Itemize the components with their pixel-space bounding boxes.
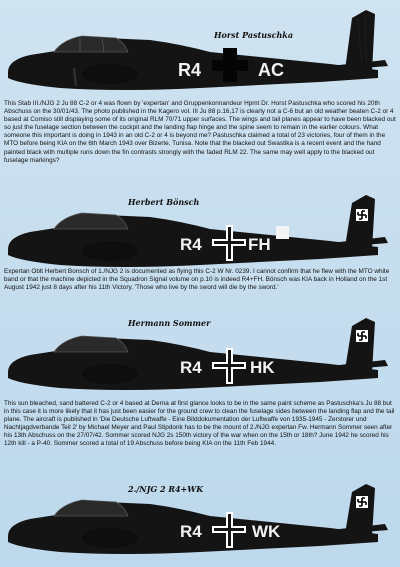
aircraft-3-section <box>0 312 400 402</box>
aircraft-4-code-right: WK <box>252 522 281 541</box>
aircraft-4-section <box>0 478 400 567</box>
aircraft-1-codes <box>0 0 400 100</box>
aircraft-4-code-left: R4 <box>180 522 202 541</box>
aircraft-3-code-left: R4 <box>180 358 202 377</box>
aircraft-3-pilot-label: Hermann Sommer <box>128 318 211 328</box>
aircraft-1-description: This Stab III./NJG 2 Ju 88 C-2 or 4 was flown by 'expertan' and Gruppenkonnandeur Hpmt Dr. Horst Pastuschka who scored his 20th Abschuss on the 30/01/43. The photo published in the Kagero vol. III Ju 88 p.16,17 is clearly not a C-6 but an old weather beaten C-2 or 4 based at Comiso still displaying some of its original RLM 70/71 upper surfaces. The wings and tail planes appear to have been blacked out so just the fuselage section between the cockpit and the landing flap hinge and the spine seem to remain in the earlier colours. What someone this important is doing in 1943 in an old C-2 or 4 is beyond me? Pastuschka claimed a total of 23 victories, four of them in the MTO before being KIA on the 6th March 1943 over Bizerte, Tunisa. Note that the blacked out Swastika is a recent event and the hand painted black with multiple runs down the fin contrasts strongly with the faded RLM 22. The same may well apply to the blacked out fuselage markings? <box>4 100 396 164</box>
aircraft-2-pilot-label: Herbert Bönsch <box>128 197 200 207</box>
aircraft-2-section <box>0 185 400 280</box>
aircraft-2-codes <box>0 185 400 280</box>
aircraft-3-codes <box>0 312 400 402</box>
aircraft-2-code-left: R4 <box>180 235 202 254</box>
aircraft-1-section <box>0 0 400 100</box>
aircraft-2-description: Expertan Oblt Herbert Bonsch of 1./NJG 2 is documented as flying this C-2 W Nr. 0239. I cannot confirm that he flew with the MTO white band or that the machine depicted in the Squadron Signal volume on p.10 is indeed R4+FH. Bönsch was KIA back in Holland on the 1st August 1942 just 8 days after his 11th Victory. 'Those who live by the sword will die by the sword.' <box>4 268 390 292</box>
aircraft-4-codes <box>0 478 400 567</box>
aircraft-3-code-right: HK <box>250 358 275 377</box>
aircraft-2-code-right: FH <box>248 235 271 254</box>
aircraft-1-code-right: AC <box>258 60 284 80</box>
aircraft-4-pilot-label: 2./NJG 2 R4+WK <box>128 484 204 494</box>
aircraft-1-pilot-label: Horst Pastuschka <box>214 30 294 40</box>
aircraft-3-description: This sun bleached, sand battered C-2 or 4 based at Derna at first glance looks to be in the same paint scheme as Pastuschka's Ju 88 but in this case it is more likely that it has just been easier for the ground crew to clean the fuselage sides between the landing flap and the tail plane. The aircraft is published in 'Die Deutsche Luftwaffe - Eine Bilddokumentation der Luftwaffe von 1935-1945 - Zerstorer und Nachtjagdverbande Teil 2' by Michael Meyer and Paul Stipdonk has to be the mount of 2./NJG expertan Fw. Hermann Sommer seen after his 13th Abschuss on the 27/07/42. Sommer scored NJG 2s 150th victory of the war when on the 15th or 18th? June 1942 he scored his 12th kill - a P-40. Sommer scored a total of 19 Abschuss before being KIA on the 11th Feb 1944. <box>4 400 395 448</box>
aircraft-1-code-left: R4 <box>178 60 202 80</box>
